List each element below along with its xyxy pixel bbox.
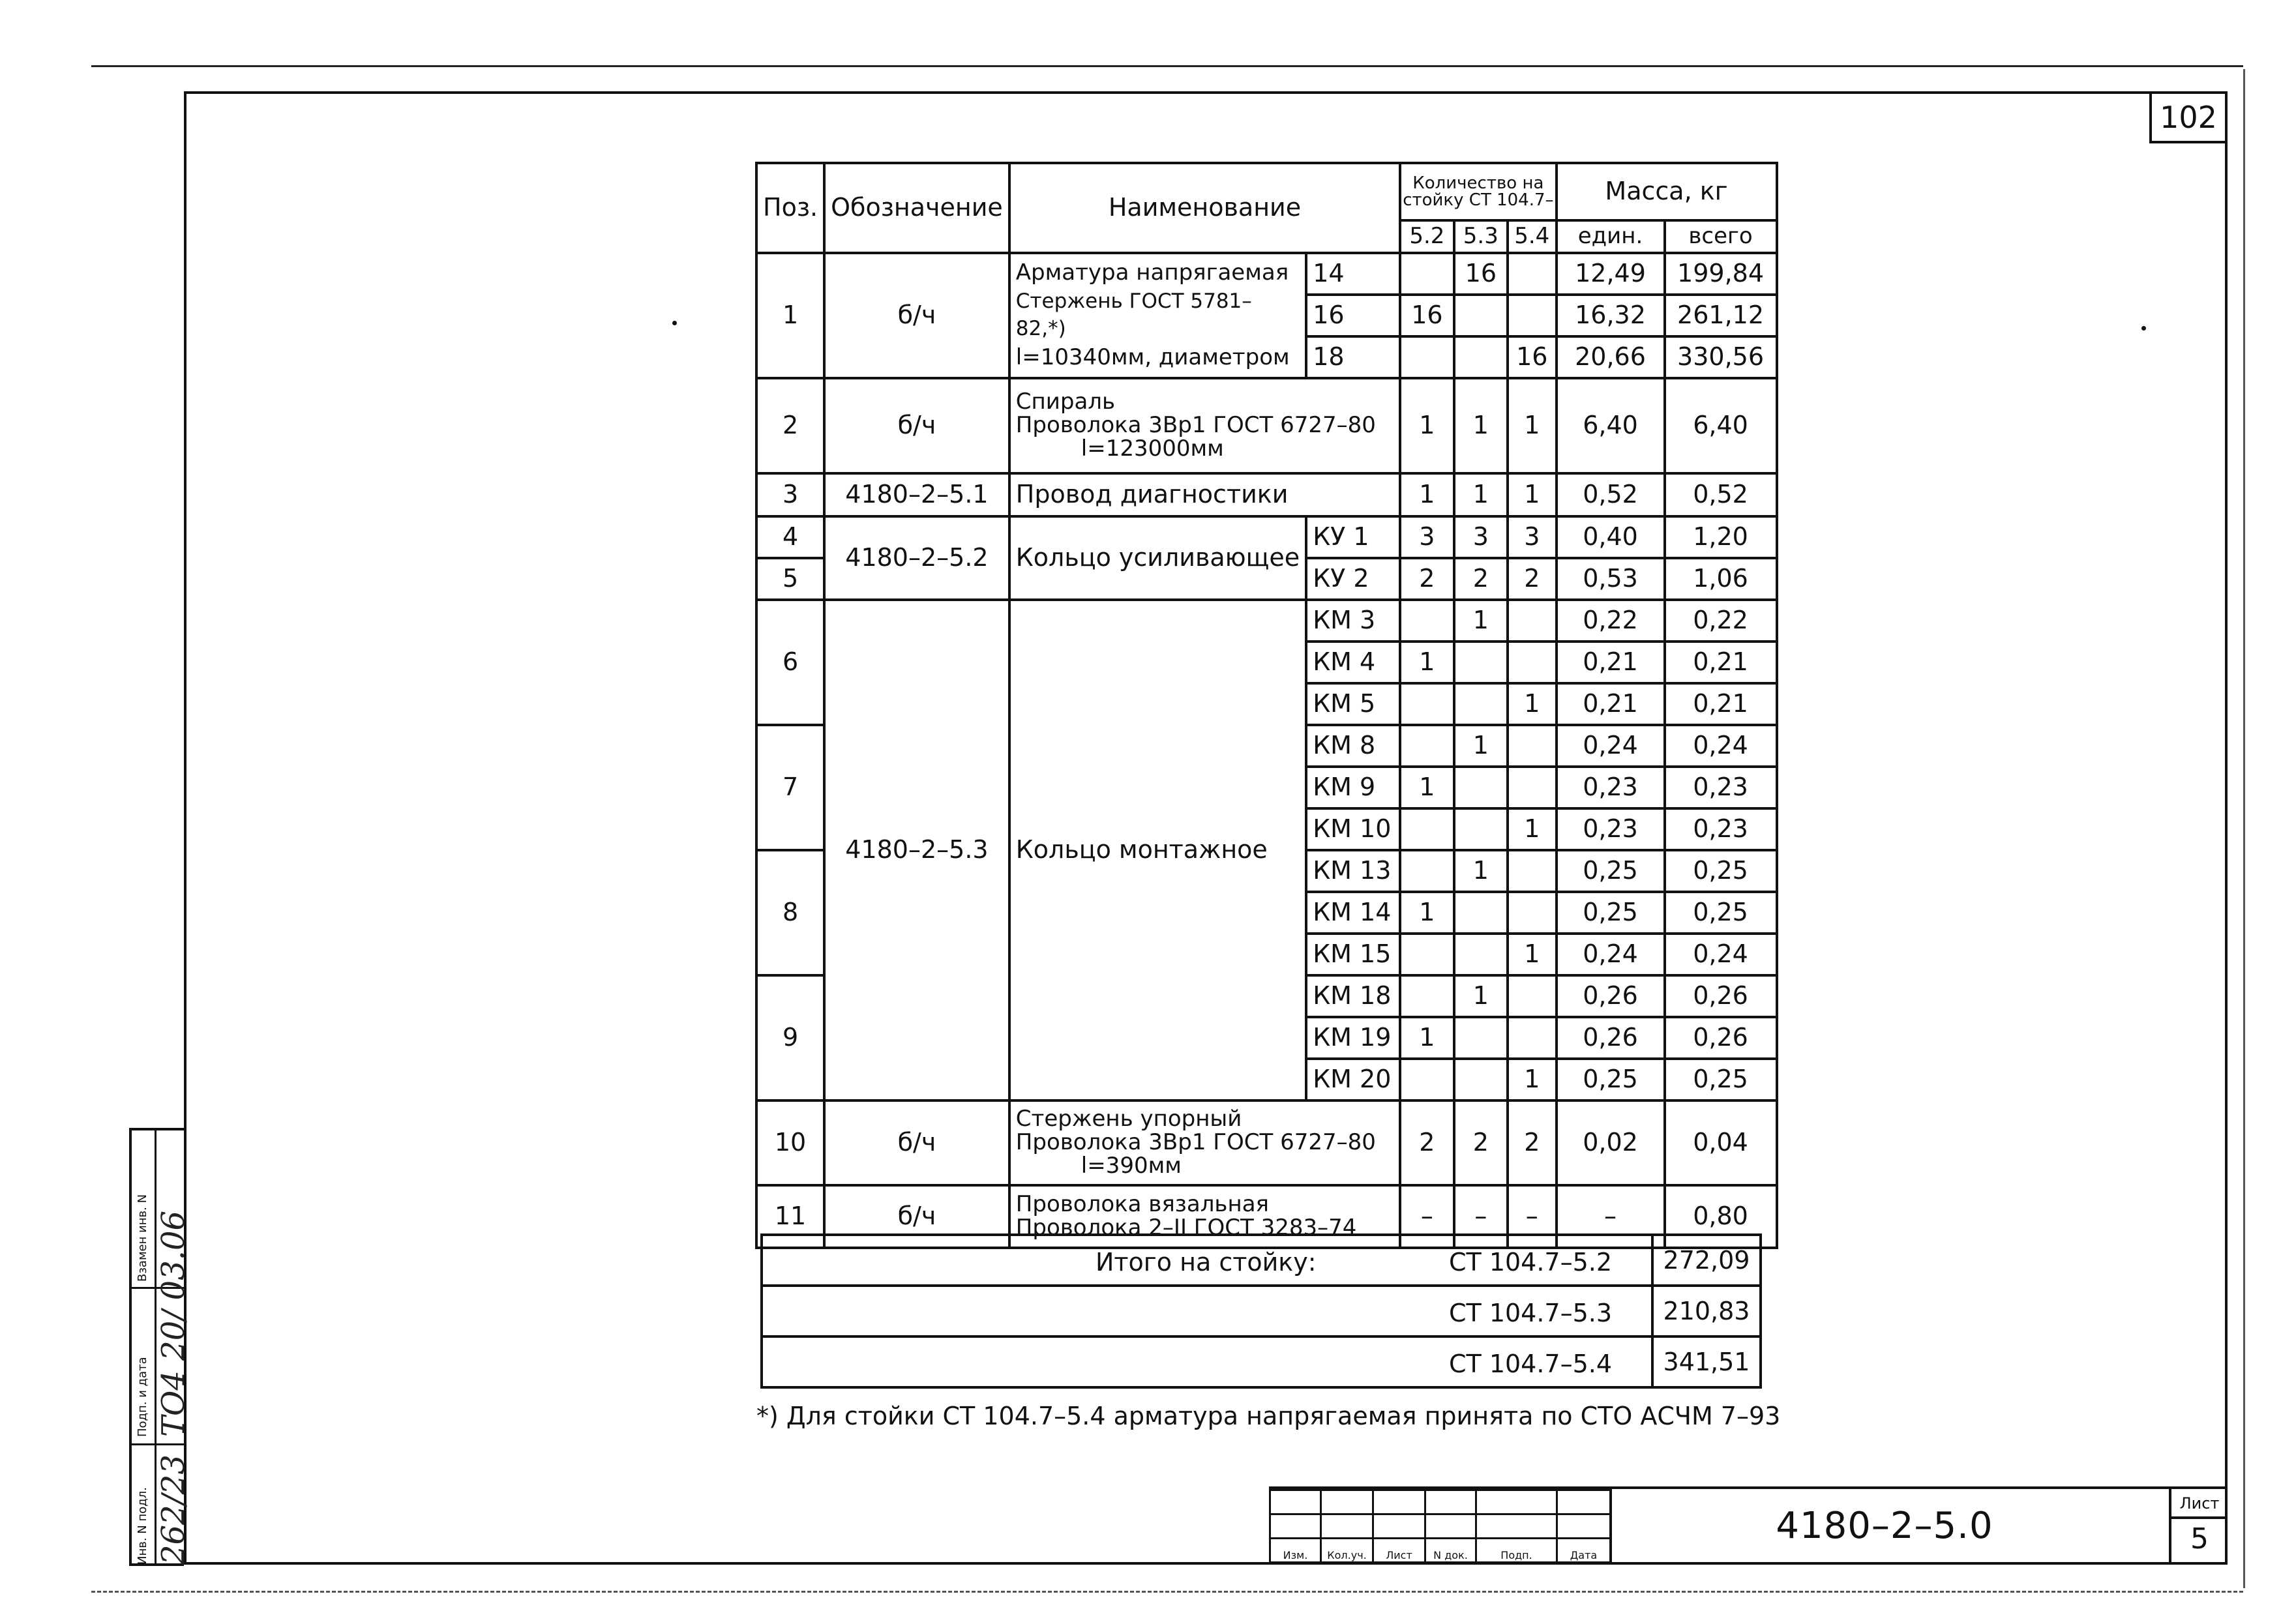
rev-header-doc: N док. bbox=[1425, 1539, 1476, 1563]
table-row: КМ 4 1 0,21 0,21 bbox=[756, 642, 1777, 683]
approval-stamp bbox=[129, 1128, 192, 1566]
cut-line bbox=[91, 1591, 2243, 1593]
table-row: 18 16 20,66 330,56 bbox=[756, 336, 1777, 378]
totals-row bbox=[762, 1235, 1761, 1286]
specification-table bbox=[755, 162, 1778, 1249]
table-row: КМ 15 1 0,24 0,24 bbox=[756, 934, 1777, 975]
totals-row bbox=[762, 1286, 1761, 1336]
table-header-row bbox=[756, 163, 1777, 220]
sheet-number: 5 bbox=[2190, 1522, 2209, 1556]
table-row: КМ 19 1 0,26 0,26 bbox=[756, 1017, 1777, 1059]
totals-value: 341,51 bbox=[1652, 1336, 1761, 1387]
table-row: КМ 5 1 0,21 0,21 bbox=[756, 683, 1777, 725]
item-name: Арматура напрягаемая Стержень ГОСТ 5781–82,*) l=10340мм, диаметром bbox=[1009, 253, 1306, 378]
header-quantity: Количество на стойку СТ 104.7– bbox=[1400, 163, 1556, 220]
rev-header-date: Дата bbox=[1557, 1539, 1611, 1563]
header-mass-total: всего bbox=[1665, 220, 1777, 253]
table-row: 9 КМ 18 1 0,26 0,26 bbox=[756, 975, 1777, 1017]
registration-dot bbox=[2141, 326, 2146, 331]
totals-rack: СТ 104.7–5.3 bbox=[1449, 1299, 1613, 1327]
totals-rack: СТ 104.7–5.2 bbox=[1449, 1248, 1613, 1277]
item-name: Проволока вязальная Проволока 2–II ГОСТ 3283–74 bbox=[1009, 1185, 1400, 1248]
replace-inv-label: Взамен инв. N bbox=[136, 1194, 149, 1282]
revision-grid bbox=[1269, 1489, 1611, 1563]
table-row: КМ 10 1 0,23 0,23 bbox=[756, 808, 1777, 850]
totals-value: 272,09 bbox=[1652, 1235, 1761, 1286]
registration-dot bbox=[672, 321, 677, 325]
rev-header-change: Изм. bbox=[1270, 1539, 1321, 1563]
table-row: 7 КМ 8 1 0,24 0,24 bbox=[756, 725, 1777, 767]
sign-date-value: ТО4 20/ 03.06 bbox=[155, 1210, 192, 1437]
totals-rack: СТ 104.7–5.4 bbox=[1449, 1350, 1613, 1378]
table-row: 1 б/ч Арматура напрягаемая Стержень ГОСТ 5781–82,*) l=10340мм, диаметром 14 16 12,49 199,84 bbox=[756, 253, 1777, 295]
table-row: КМ 9 1 0,23 0,23 bbox=[756, 767, 1777, 808]
header-name: Наименование bbox=[1009, 163, 1400, 253]
table-row: 8 КМ 13 1 0,25 0,25 bbox=[756, 850, 1777, 892]
table-row: 11 б/ч Проволока вязальная Проволока 2–II ГОСТ 3283–74 – – – – 0,80 bbox=[756, 1185, 1777, 1248]
header-mass: Масса, кг bbox=[1557, 163, 1777, 220]
header-qty-5-2: 5.2 bbox=[1400, 220, 1454, 253]
rev-header-sign: Подп. bbox=[1476, 1539, 1557, 1563]
sheet-label: Лист bbox=[2171, 1490, 2228, 1519]
header-designation: Обозначение bbox=[824, 163, 1009, 253]
inv-number-value: 262/23 bbox=[155, 1454, 192, 1565]
totals-row bbox=[762, 1336, 1761, 1387]
totals-value: 210,83 bbox=[1652, 1286, 1761, 1336]
header-qty-5-3: 5.3 bbox=[1454, 220, 1508, 253]
rev-header-sheet: Лист bbox=[1373, 1539, 1425, 1563]
table-row: КМ 14 1 0,25 0,25 bbox=[756, 892, 1777, 934]
table-row: 3 4180–2–5.1 Провод диагностики 1 1 1 0,52 0,52 bbox=[756, 473, 1777, 516]
header-mass-unit: един. bbox=[1557, 220, 1665, 253]
footnote: *) Для стойки СТ 104.7–5.4 арматура напрягаемая принята по СТО АСЧМ 7–93 bbox=[756, 1402, 1781, 1430]
page-number: 102 bbox=[2149, 91, 2228, 143]
sign-date-label: Подп. и дата bbox=[136, 1357, 149, 1437]
document-code: 4180–2–5.0 bbox=[1776, 1504, 1993, 1547]
table-row: 2 б/ч Спираль Проволока 3Вр1 ГОСТ 6727–80 l=123000мм 1 1 1 6,40 6,40 bbox=[756, 378, 1777, 473]
table-row: 10 б/ч Стержень упорный Проволока 3Вр1 ГОСТ 6727–80 l=390мм 2 2 2 0,02 0,04 bbox=[756, 1100, 1777, 1185]
totals-table bbox=[760, 1233, 1762, 1389]
header-qty-5-4: 5.4 bbox=[1508, 220, 1557, 253]
sheet-box bbox=[2169, 1489, 2228, 1562]
sheet-top-border bbox=[91, 65, 2243, 67]
inv-number-label: Инв. N подл. bbox=[136, 1487, 149, 1565]
sheet-right-border bbox=[2243, 69, 2245, 1588]
item-name: Стержень упорный Проволока 3Вр1 ГОСТ 6727–80 l=390мм bbox=[1009, 1100, 1400, 1185]
totals-label: Итого на стойку: bbox=[1096, 1248, 1317, 1277]
table-row: 4 4180–2–5.2 Кольцо усиливающее КУ 1 3 3 3 0,40 1,20 bbox=[756, 516, 1777, 558]
table-row: 16 16 16,32 261,12 bbox=[756, 295, 1777, 336]
table-row: 6 4180–2–5.3 Кольцо монтажное КМ 3 1 0,22 0,22 bbox=[756, 600, 1777, 642]
rev-header-count: Кол.уч. bbox=[1321, 1539, 1373, 1563]
item-name: Спираль Проволока 3Вр1 ГОСТ 6727–80 l=123000мм bbox=[1009, 378, 1400, 473]
header-pos: Поз. bbox=[756, 163, 824, 253]
table-row: 5 КУ 2 2 2 2 0,53 1,06 bbox=[756, 558, 1777, 600]
table-row: КМ 20 1 0,25 0,25 bbox=[756, 1059, 1777, 1100]
